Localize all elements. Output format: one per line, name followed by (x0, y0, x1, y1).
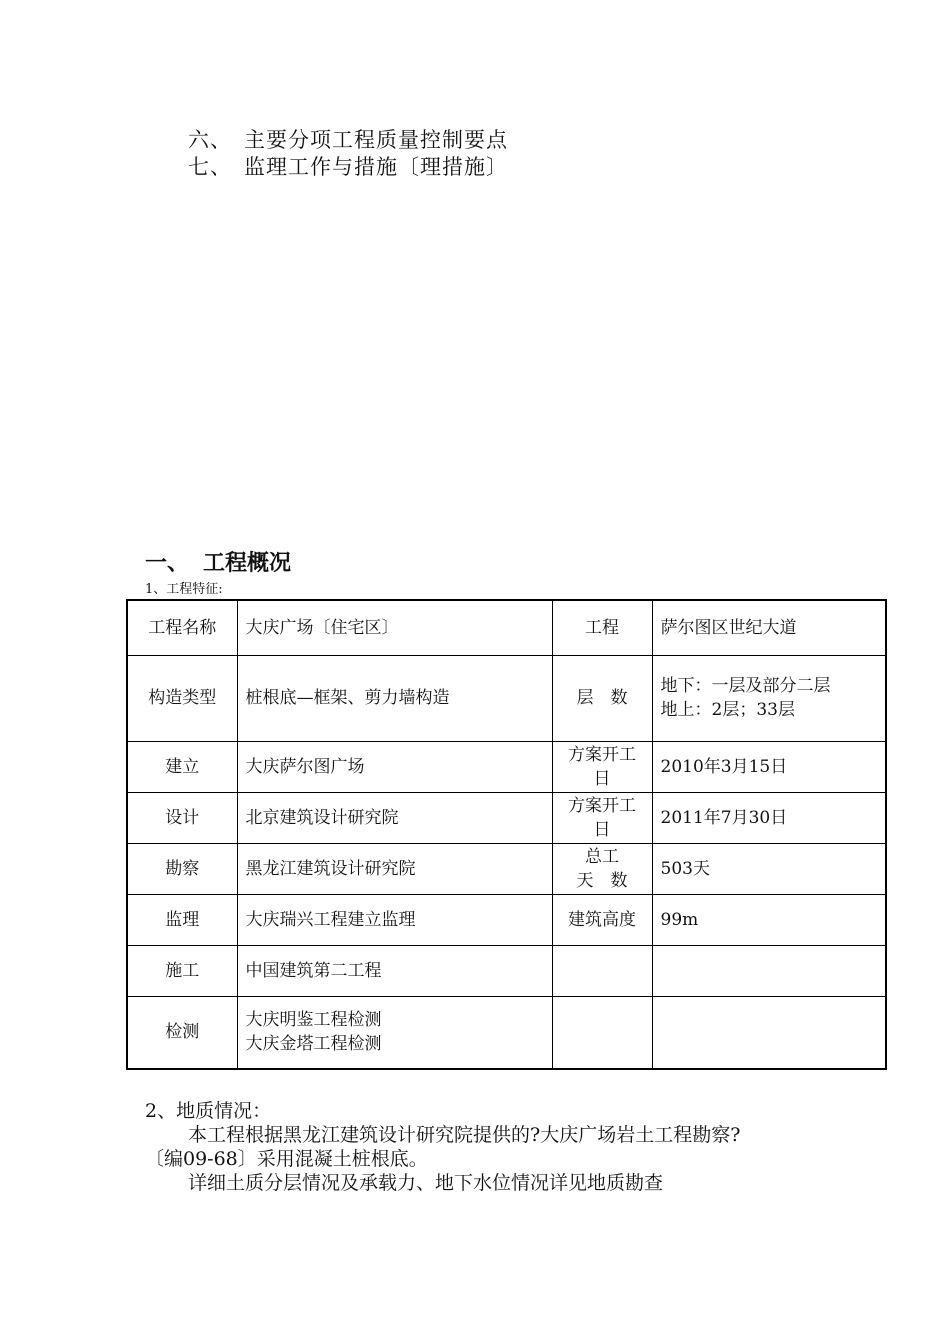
table-row (127, 996, 886, 1069)
label-line: 工程 (585, 617, 619, 638)
row-value-2 (652, 945, 886, 996)
table-row (127, 600, 886, 655)
section-number: 一、 (145, 551, 190, 576)
row-label: 建立 (127, 741, 237, 792)
row-value-2 (652, 894, 886, 945)
table-row (127, 894, 886, 945)
value-line: 北京建筑设计研究院 (245, 807, 399, 828)
label-line: 方案开工 (568, 744, 636, 765)
row-label: 勘察 (127, 843, 237, 894)
label-line: 日 (593, 768, 611, 789)
row-value (237, 655, 552, 741)
row-value-2 (652, 655, 886, 741)
row-label-2 (552, 655, 652, 741)
row-value-2 (652, 600, 886, 655)
row-value (237, 894, 552, 945)
row-label-2 (552, 600, 652, 655)
row-label: 施工 (127, 945, 237, 996)
geology-paragraph-line: 详细土质分层情况及承载力、地下水位情况详见地质勘查 (188, 1172, 664, 1194)
row-label-2 (552, 843, 652, 894)
label-line: 方案开工 (568, 795, 636, 816)
value-line: 99m (660, 909, 699, 930)
table-row (127, 655, 886, 741)
toc-number: 六、 (188, 128, 232, 152)
value-line: 大庆广场〔住宅区〕 (245, 617, 399, 638)
row-value-2 (652, 996, 886, 1069)
row-value (237, 843, 552, 894)
value-line: 503天 (660, 858, 710, 879)
label-line: 日 (593, 819, 611, 840)
subheading: 1、工程特征: (145, 582, 223, 597)
value-line: 萨尔图区世纪大道 (660, 617, 797, 638)
row-value-2 (652, 792, 886, 843)
row-label-2 (552, 894, 652, 945)
value-line: 2010年3月15日 (660, 756, 788, 777)
geology-paragraph-line: 〔编09-68〕采用混凝土桩根底。 (145, 1148, 428, 1170)
value-line: 大庆瑞兴工程建立监理 (245, 909, 416, 930)
project-info-table (126, 599, 887, 1070)
toc-text: 监理工作与措施〔理措施〕 (244, 155, 508, 179)
row-value (237, 945, 552, 996)
table-row (127, 945, 886, 996)
row-label-2 (552, 996, 652, 1069)
section-title-text: 工程概况 (203, 551, 292, 576)
row-value-2 (652, 843, 886, 894)
geology-paragraph-line: 本工程根据黑龙江建筑设计研究院提供的?大庆广场岩土工程勘察? (188, 1124, 741, 1146)
value-line: 桩根底—框架、剪力墙构造 (245, 688, 450, 708)
row-label: 设计 (127, 792, 237, 843)
label-line: 层 数 (576, 688, 628, 708)
section-title (145, 546, 291, 577)
label-line: 总工 (585, 846, 619, 867)
table-row (127, 792, 886, 843)
row-label: 监理 (127, 894, 237, 945)
row-label-2 (552, 945, 652, 996)
toc-item (188, 124, 508, 154)
row-value (237, 996, 552, 1069)
value-line: 大庆金塔工程检测 (245, 1034, 382, 1055)
label-line: 建筑高度 (568, 909, 636, 930)
value-line: 黑龙江建筑设计研究院 (245, 858, 416, 879)
geology-heading: 2、地质情况： (145, 1100, 272, 1122)
row-label: 构造类型 (127, 655, 237, 741)
value-line: 地下：一层及部分二层 (660, 676, 831, 696)
row-value (237, 792, 552, 843)
row-label-2 (552, 741, 652, 792)
table-row (127, 741, 886, 792)
row-label: 检测 (127, 996, 237, 1069)
row-label: 工程名称 (127, 600, 237, 655)
row-label-2 (552, 792, 652, 843)
value-line: 大庆萨尔图广场 (245, 756, 365, 777)
row-value (237, 741, 552, 792)
toc-text: 主要分项工程质量控制要点 (244, 128, 508, 152)
value-line: 大庆明鉴工程检测 (245, 1010, 382, 1031)
toc-item (188, 151, 508, 181)
value-line: 中国建筑第二工程 (245, 960, 382, 981)
row-value-2 (652, 741, 886, 792)
table-row (127, 843, 886, 894)
toc-number: 七、 (188, 155, 232, 179)
value-line: 2011年7月30日 (660, 807, 788, 828)
row-value (237, 600, 552, 655)
value-line: 地上：2层；33层 (660, 700, 795, 720)
label-line: 天 数 (576, 870, 628, 891)
